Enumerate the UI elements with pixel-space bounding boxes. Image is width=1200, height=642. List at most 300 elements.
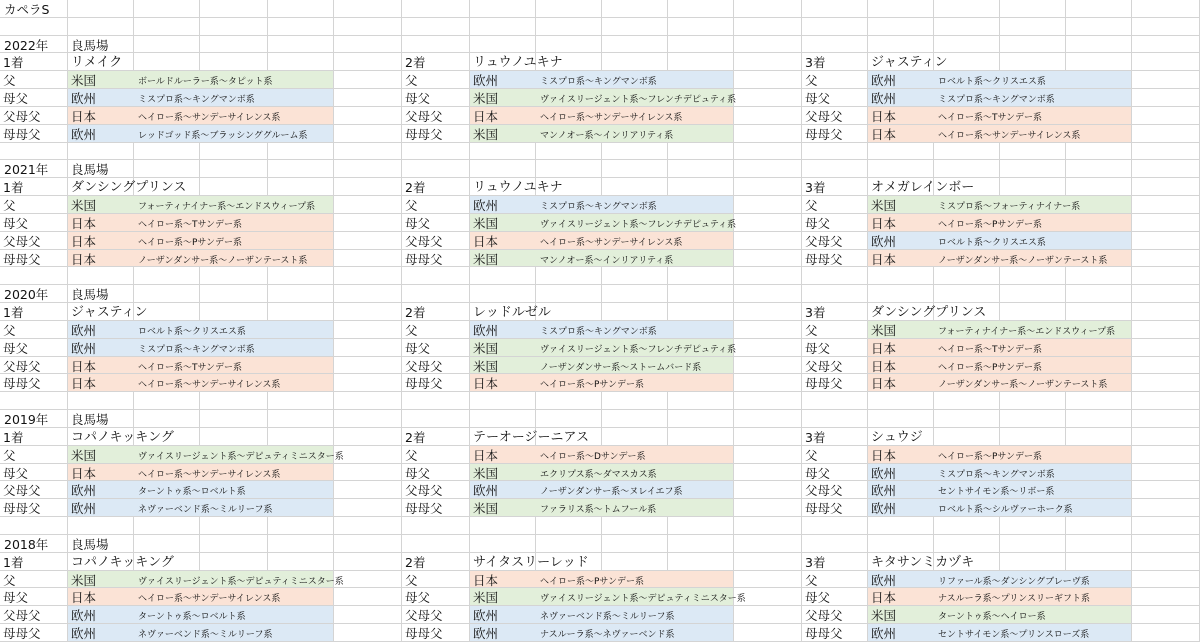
grid-cell[interactable] xyxy=(1000,18,1066,36)
grid-cell[interactable] xyxy=(1132,160,1200,178)
grid-cell[interactable] xyxy=(1000,160,1066,178)
grid-cell[interactable] xyxy=(470,160,536,178)
grid-cell[interactable] xyxy=(402,285,470,303)
grid-cell[interactable] xyxy=(734,481,802,499)
grid-cell[interactable] xyxy=(0,267,68,285)
grid-cell[interactable] xyxy=(334,428,402,446)
grid-cell[interactable] xyxy=(602,0,668,18)
grid-cell[interactable] xyxy=(1000,36,1066,53)
grid-cell[interactable] xyxy=(200,178,268,196)
grid-cell[interactable] xyxy=(734,143,802,160)
grid-cell[interactable] xyxy=(470,143,536,160)
grid-cell[interactable] xyxy=(734,517,802,535)
grid-cell[interactable] xyxy=(134,392,200,410)
grid-cell[interactable] xyxy=(402,160,470,178)
grid-cell[interactable] xyxy=(602,553,668,571)
grid-cell[interactable] xyxy=(334,446,402,464)
grid-cell[interactable] xyxy=(934,0,1000,18)
grid-cell[interactable] xyxy=(470,267,536,285)
grid-cell[interactable] xyxy=(734,285,802,303)
grid-cell[interactable] xyxy=(1132,553,1200,571)
pedigree-role: 母母父 xyxy=(805,626,843,641)
grid-cell[interactable] xyxy=(934,18,1000,36)
grid-cell[interactable] xyxy=(134,410,200,428)
grid-cell[interactable] xyxy=(200,160,268,178)
grid-cell[interactable] xyxy=(268,410,334,428)
grid-cell[interactable] xyxy=(268,428,334,446)
grid-cell[interactable] xyxy=(802,143,868,160)
grid-cell[interactable] xyxy=(0,18,68,36)
grid-cell[interactable] xyxy=(1066,36,1132,53)
grid-cell[interactable] xyxy=(268,0,334,18)
grid-cell[interactable] xyxy=(1132,588,1200,606)
grid-cell[interactable] xyxy=(734,107,802,125)
grid-cell[interactable] xyxy=(668,517,734,535)
grid-cell[interactable] xyxy=(334,250,402,267)
grid-cell[interactable] xyxy=(68,0,134,18)
grid-cell[interactable] xyxy=(1132,446,1200,464)
grid-cell[interactable] xyxy=(334,232,402,250)
grid-cell[interactable] xyxy=(934,143,1000,160)
grid-cell[interactable] xyxy=(268,303,334,321)
grid-cell[interactable] xyxy=(668,428,734,446)
grid-cell[interactable] xyxy=(1000,53,1066,71)
grid-cell[interactable] xyxy=(602,53,668,71)
grid-cell[interactable] xyxy=(1066,303,1132,321)
grid-cell[interactable] xyxy=(1066,392,1132,410)
grid-cell[interactable] xyxy=(334,196,402,214)
grid-cell[interactable] xyxy=(734,125,802,143)
grid-cell[interactable] xyxy=(334,553,402,571)
grid-cell[interactable] xyxy=(402,267,470,285)
grid-cell[interactable] xyxy=(1066,517,1132,535)
grid-cell[interactable] xyxy=(536,0,602,18)
grid-cell[interactable] xyxy=(734,71,802,89)
grid-cell[interactable] xyxy=(668,178,734,196)
grid-cell[interactable] xyxy=(268,178,334,196)
grid-cell[interactable] xyxy=(1132,374,1200,392)
grid-cell[interactable] xyxy=(734,89,802,107)
grid-cell[interactable] xyxy=(268,535,334,553)
grid-cell[interactable] xyxy=(734,624,802,642)
grid-cell[interactable] xyxy=(868,18,934,36)
grid-cell[interactable] xyxy=(1066,535,1132,553)
grid-cell[interactable] xyxy=(1132,357,1200,374)
grid-cell[interactable] xyxy=(1132,196,1200,214)
grid-cell[interactable] xyxy=(802,517,868,535)
grid-cell[interactable] xyxy=(1000,0,1066,18)
grid-cell[interactable] xyxy=(334,535,402,553)
grid-cell[interactable] xyxy=(1132,481,1200,499)
grid-cell[interactable] xyxy=(334,624,402,642)
grid-cell[interactable] xyxy=(402,36,470,53)
grid-cell[interactable] xyxy=(1132,71,1200,89)
grid-cell[interactable] xyxy=(602,178,668,196)
grid-cell[interactable] xyxy=(200,535,268,553)
grid-cell[interactable] xyxy=(68,143,134,160)
grid-cell[interactable] xyxy=(1000,410,1066,428)
grid-cell[interactable] xyxy=(734,535,802,553)
grid-cell[interactable] xyxy=(1066,428,1132,446)
grid-cell[interactable] xyxy=(1132,624,1200,642)
grid-cell[interactable] xyxy=(334,267,402,285)
grid-cell[interactable] xyxy=(868,160,934,178)
grid-cell[interactable] xyxy=(470,392,536,410)
grid-cell[interactable] xyxy=(1132,499,1200,517)
grid-cell[interactable] xyxy=(334,89,402,107)
grid-cell[interactable] xyxy=(1132,321,1200,339)
grid-cell[interactable] xyxy=(1132,89,1200,107)
grid-cell[interactable] xyxy=(536,285,602,303)
grid-cell[interactable] xyxy=(734,36,802,53)
grid-cell[interactable] xyxy=(1066,553,1132,571)
grid-cell[interactable] xyxy=(1132,232,1200,250)
grid-cell[interactable] xyxy=(268,553,334,571)
grid-cell[interactable] xyxy=(1132,410,1200,428)
grid-cell[interactable] xyxy=(200,285,268,303)
grid-cell[interactable] xyxy=(334,71,402,89)
grid-cell[interactable] xyxy=(536,392,602,410)
grid-cell[interactable] xyxy=(536,36,602,53)
grid-cell[interactable] xyxy=(1000,553,1066,571)
grid-cell[interactable] xyxy=(536,18,602,36)
grid-cell[interactable] xyxy=(1132,517,1200,535)
grid-cell[interactable] xyxy=(334,107,402,125)
grid-cell[interactable] xyxy=(402,517,470,535)
grid-cell[interactable] xyxy=(734,178,802,196)
grid-cell[interactable] xyxy=(402,143,470,160)
pedigree-role: 父母父 xyxy=(3,359,41,374)
horse-name: ジャスティン xyxy=(871,55,948,70)
grid-cell[interactable] xyxy=(734,339,802,357)
grid-cell[interactable] xyxy=(1132,214,1200,232)
grid-cell[interactable] xyxy=(1000,517,1066,535)
grid-cell[interactable] xyxy=(334,53,402,71)
grid-cell[interactable] xyxy=(668,160,734,178)
grid-cell[interactable] xyxy=(536,143,602,160)
grid-cell[interactable] xyxy=(402,0,470,18)
grid-cell[interactable] xyxy=(334,374,402,392)
grid-cell[interactable] xyxy=(668,18,734,36)
grid-cell[interactable] xyxy=(802,285,868,303)
grid-cell[interactable] xyxy=(668,285,734,303)
grid-cell[interactable] xyxy=(868,285,934,303)
grid-cell[interactable] xyxy=(334,18,402,36)
grid-cell[interactable] xyxy=(200,428,268,446)
grid-cell[interactable] xyxy=(934,535,1000,553)
grid-cell[interactable] xyxy=(602,303,668,321)
grid-cell[interactable] xyxy=(934,285,1000,303)
grid-cell[interactable] xyxy=(734,357,802,374)
grid-cell[interactable] xyxy=(536,410,602,428)
grid-cell[interactable] xyxy=(536,160,602,178)
grid-cell[interactable] xyxy=(1066,178,1132,196)
grid-cell[interactable] xyxy=(200,143,268,160)
pedigree-role: 母母父 xyxy=(405,376,443,391)
grid-cell[interactable] xyxy=(734,374,802,392)
grid-cell[interactable] xyxy=(334,36,402,53)
grid-cell[interactable] xyxy=(668,143,734,160)
grid-cell[interactable] xyxy=(334,321,402,339)
grid-cell[interactable] xyxy=(334,588,402,606)
grid-cell[interactable] xyxy=(334,178,402,196)
grid-cell[interactable] xyxy=(734,160,802,178)
grid-cell[interactable] xyxy=(1132,464,1200,481)
pedigree-role: 父 xyxy=(3,323,16,338)
grid-cell[interactable] xyxy=(134,285,200,303)
grid-cell[interactable] xyxy=(268,18,334,36)
grid-cell[interactable] xyxy=(68,392,134,410)
grid-cell[interactable] xyxy=(802,267,868,285)
grid-cell[interactable] xyxy=(802,18,868,36)
grid-cell[interactable] xyxy=(934,36,1000,53)
grid-cell[interactable] xyxy=(134,535,200,553)
grid-cell[interactable] xyxy=(470,517,536,535)
grid-cell[interactable] xyxy=(200,517,268,535)
grid-cell[interactable] xyxy=(470,535,536,553)
grid-cell[interactable] xyxy=(536,535,602,553)
grid-cell[interactable] xyxy=(668,303,734,321)
grid-cell[interactable] xyxy=(734,392,802,410)
grid-cell[interactable] xyxy=(268,53,334,71)
finish-place: 1着 xyxy=(3,305,24,320)
grid-cell[interactable] xyxy=(734,499,802,517)
grid-cell[interactable] xyxy=(602,428,668,446)
grid-cell[interactable] xyxy=(734,303,802,321)
grid-cell[interactable] xyxy=(802,410,868,428)
grid-cell[interactable] xyxy=(334,410,402,428)
grid-cell[interactable] xyxy=(334,517,402,535)
grid-cell[interactable] xyxy=(1132,107,1200,125)
grid-cell[interactable] xyxy=(934,428,1000,446)
grid-cell[interactable] xyxy=(868,143,934,160)
grid-cell[interactable] xyxy=(200,392,268,410)
grid-cell[interactable] xyxy=(536,517,602,535)
grid-cell[interactable] xyxy=(602,410,668,428)
grid-cell[interactable] xyxy=(668,53,734,71)
grid-cell[interactable] xyxy=(734,606,802,624)
sire-region: 欧州 xyxy=(473,626,499,641)
grid-cell[interactable] xyxy=(1132,339,1200,357)
grid-cell[interactable] xyxy=(668,267,734,285)
grid-cell[interactable] xyxy=(734,267,802,285)
grid-cell[interactable] xyxy=(934,517,1000,535)
grid-cell[interactable] xyxy=(1066,160,1132,178)
grid-cell[interactable] xyxy=(470,410,536,428)
grid-cell[interactable] xyxy=(868,392,934,410)
grid-cell[interactable] xyxy=(1066,143,1132,160)
grid-cell[interactable] xyxy=(734,250,802,267)
grid-cell[interactable] xyxy=(668,410,734,428)
grid-cell[interactable] xyxy=(334,214,402,232)
grid-cell[interactable] xyxy=(602,535,668,553)
grid-cell[interactable] xyxy=(1132,18,1200,36)
grid-cell[interactable] xyxy=(1132,36,1200,53)
grid-cell[interactable] xyxy=(1066,18,1132,36)
grid-cell[interactable] xyxy=(602,285,668,303)
grid-cell[interactable] xyxy=(1132,250,1200,267)
grid-cell[interactable] xyxy=(602,143,668,160)
grid-cell[interactable] xyxy=(1000,428,1066,446)
grid-cell[interactable] xyxy=(334,606,402,624)
grid-cell[interactable] xyxy=(268,160,334,178)
grid-cell[interactable] xyxy=(134,517,200,535)
grid-cell[interactable] xyxy=(734,553,802,571)
grid-cell[interactable] xyxy=(1132,303,1200,321)
grid-cell[interactable] xyxy=(334,285,402,303)
grid-cell[interactable] xyxy=(734,18,802,36)
grid-cell[interactable] xyxy=(1132,143,1200,160)
grid-cell[interactable] xyxy=(602,392,668,410)
grid-cell[interactable] xyxy=(1132,53,1200,71)
pedigree-role: 母父 xyxy=(405,216,431,231)
grid-cell[interactable] xyxy=(268,143,334,160)
pedigree-role: 母母父 xyxy=(405,127,443,142)
grid-cell[interactable] xyxy=(1132,535,1200,553)
grid-cell[interactable] xyxy=(268,285,334,303)
grid-cell[interactable] xyxy=(1132,392,1200,410)
grid-cell[interactable] xyxy=(868,267,934,285)
grid-cell[interactable] xyxy=(334,499,402,517)
grid-cell[interactable] xyxy=(1132,178,1200,196)
grid-cell[interactable] xyxy=(1132,0,1200,18)
grid-cell[interactable] xyxy=(200,53,268,71)
grid-cell[interactable] xyxy=(200,18,268,36)
grid-cell[interactable] xyxy=(734,571,802,588)
grid-cell[interactable] xyxy=(334,125,402,143)
grid-cell[interactable] xyxy=(802,36,868,53)
grid-cell[interactable] xyxy=(668,535,734,553)
grid-cell[interactable] xyxy=(1000,392,1066,410)
grid-cell[interactable] xyxy=(934,410,1000,428)
grid-cell[interactable] xyxy=(334,160,402,178)
grid-cell[interactable] xyxy=(1000,178,1066,196)
grid-cell[interactable] xyxy=(1132,125,1200,143)
sire-region: 米国 xyxy=(871,323,897,338)
grid-cell[interactable] xyxy=(134,36,200,53)
grid-cell[interactable] xyxy=(402,392,470,410)
grid-cell[interactable] xyxy=(934,392,1000,410)
grid-cell[interactable] xyxy=(802,160,868,178)
grid-cell[interactable] xyxy=(734,0,802,18)
grid-cell[interactable] xyxy=(734,321,802,339)
grid-cell[interactable] xyxy=(334,357,402,374)
horse-name: シュウジ xyxy=(871,430,923,445)
grid-cell[interactable] xyxy=(334,392,402,410)
grid-cell[interactable] xyxy=(200,303,268,321)
grid-cell[interactable] xyxy=(0,517,68,535)
grid-cell[interactable] xyxy=(734,196,802,214)
grid-cell[interactable] xyxy=(1132,606,1200,624)
grid-cell[interactable] xyxy=(0,143,68,160)
grid-cell[interactable] xyxy=(268,517,334,535)
grid-cell[interactable] xyxy=(0,392,68,410)
grid-cell[interactable] xyxy=(1000,535,1066,553)
grid-cell[interactable] xyxy=(1066,285,1132,303)
grid-cell[interactable] xyxy=(868,535,934,553)
grid-cell[interactable] xyxy=(334,464,402,481)
grid-cell[interactable] xyxy=(268,392,334,410)
grid-cell[interactable] xyxy=(734,464,802,481)
grid-cell[interactable] xyxy=(334,143,402,160)
grid-cell[interactable] xyxy=(734,410,802,428)
grid-cell[interactable] xyxy=(470,36,536,53)
grid-cell[interactable] xyxy=(334,339,402,357)
grid-cell[interactable] xyxy=(334,0,402,18)
grid-cell[interactable] xyxy=(602,517,668,535)
grid-cell[interactable] xyxy=(334,303,402,321)
grid-cell[interactable] xyxy=(1132,571,1200,588)
grid-cell[interactable] xyxy=(68,517,134,535)
grid-cell[interactable] xyxy=(934,160,1000,178)
grid-cell[interactable] xyxy=(602,160,668,178)
grid-cell[interactable] xyxy=(134,0,200,18)
grid-cell[interactable] xyxy=(868,36,934,53)
grid-cell[interactable] xyxy=(668,553,734,571)
grid-cell[interactable] xyxy=(134,143,200,160)
grid-cell[interactable] xyxy=(402,18,470,36)
grid-cell[interactable] xyxy=(470,0,536,18)
grid-cell[interactable] xyxy=(802,392,868,410)
grid-cell[interactable] xyxy=(334,571,402,588)
grid-cell[interactable] xyxy=(602,18,668,36)
grid-cell[interactable] xyxy=(1066,410,1132,428)
grid-cell[interactable] xyxy=(734,214,802,232)
grid-cell[interactable] xyxy=(868,0,934,18)
grid-cell[interactable] xyxy=(402,410,470,428)
grid-cell[interactable] xyxy=(668,0,734,18)
grid-cell[interactable] xyxy=(802,535,868,553)
grid-cell[interactable] xyxy=(470,285,536,303)
grid-cell[interactable] xyxy=(200,36,268,53)
grid-cell[interactable] xyxy=(68,18,134,36)
grid-cell[interactable] xyxy=(200,410,268,428)
grid-cell[interactable] xyxy=(402,535,470,553)
grid-cell[interactable] xyxy=(1066,0,1132,18)
grid-cell[interactable] xyxy=(1132,267,1200,285)
grid-cell[interactable] xyxy=(200,0,268,18)
grid-cell[interactable] xyxy=(734,232,802,250)
grid-cell[interactable] xyxy=(1132,428,1200,446)
grid-cell[interactable] xyxy=(134,160,200,178)
grid-cell[interactable] xyxy=(734,428,802,446)
grid-cell[interactable] xyxy=(868,410,934,428)
sire-lineage: ヴァイスリージェント系〜デピュティミニスター系 xyxy=(138,452,344,462)
pedigree-role: 父母父 xyxy=(405,359,443,374)
grid-cell[interactable] xyxy=(470,18,536,36)
sire-lineage: ロベルト系〜クリスエス系 xyxy=(938,77,1046,87)
grid-cell[interactable] xyxy=(668,36,734,53)
grid-cell[interactable] xyxy=(868,517,934,535)
grid-cell[interactable] xyxy=(1132,285,1200,303)
grid-cell[interactable] xyxy=(268,36,334,53)
grid-cell[interactable] xyxy=(1000,143,1066,160)
grid-cell[interactable] xyxy=(1000,285,1066,303)
grid-cell[interactable] xyxy=(334,481,402,499)
grid-cell[interactable] xyxy=(200,553,268,571)
pedigree-role: 母母父 xyxy=(3,252,41,267)
grid-cell[interactable] xyxy=(1066,53,1132,71)
grid-cell[interactable] xyxy=(134,53,200,71)
grid-cell[interactable] xyxy=(734,53,802,71)
grid-cell[interactable] xyxy=(68,267,134,285)
grid-cell[interactable] xyxy=(802,0,868,18)
grid-cell[interactable] xyxy=(134,18,200,36)
grid-cell[interactable] xyxy=(602,36,668,53)
grid-cell[interactable] xyxy=(1000,303,1066,321)
grid-cell[interactable] xyxy=(734,446,802,464)
grid-cell[interactable] xyxy=(668,392,734,410)
